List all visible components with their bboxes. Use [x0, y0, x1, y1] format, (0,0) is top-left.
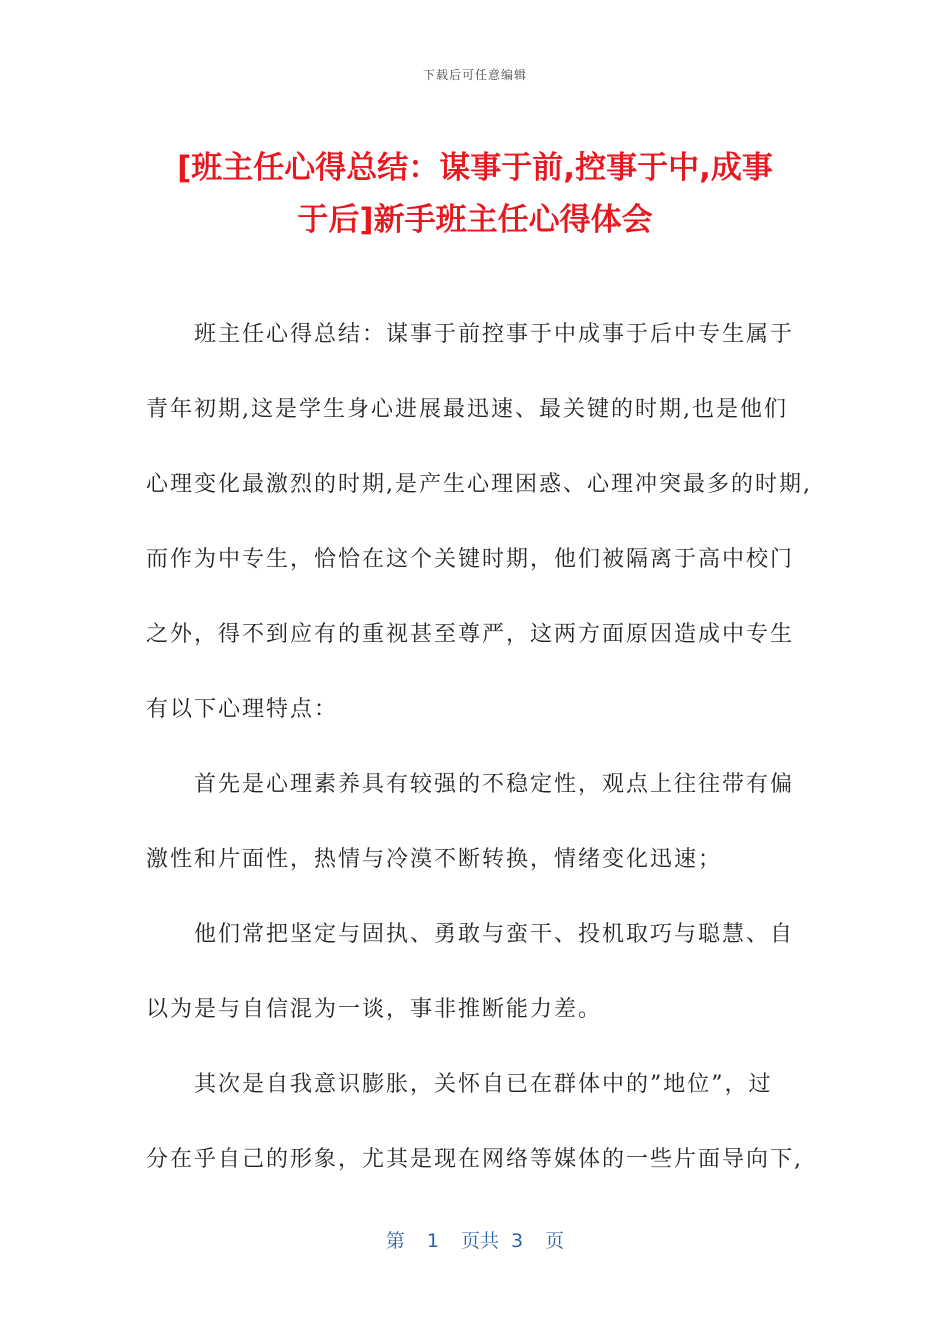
title-line-1: [班主任心得总结：谋事于前,控事于中,成事: [177, 150, 773, 186]
text-line: 青年初期,这是学生身心进展最迅速、最关键的时期,也是他们: [146, 397, 788, 422]
text-line: 分在乎自己的形象，尤其是现在网络等媒体的一些片面导向下,: [146, 1147, 803, 1172]
text-line: 其次是自我意识膨胀，关怀自已在群体中的”地位”，过: [194, 1072, 773, 1097]
document-title: [140, 142, 810, 246]
current-page-number: 1: [426, 1230, 439, 1252]
text-line: 以为是与自信混为一谈，事非推断能力差。: [146, 997, 603, 1022]
text-line: 激性和片面性，热情与冷漠不断转换，情绪变化迅速；: [146, 847, 723, 872]
page-footer: [0, 1226, 950, 1253]
text-line: 首先是心理素养具有较强的不稳定性，观点上往往带有偏: [194, 772, 795, 797]
footer-prefix: 第: [385, 1230, 405, 1252]
title-line-2: 于后]新手班主任心得体会: [297, 202, 653, 238]
total-pages-number: 3: [511, 1230, 524, 1252]
text-line: 他们常把坚定与固执、勇敢与蛮干、投机取巧与聪慧、自: [194, 922, 795, 947]
text-line: 班主任心得总结：谋事于前控事于中成事于后中专生属于: [194, 322, 795, 347]
text-line: 之外，得不到应有的重视甚至尊严，这两方面原因造成中专生: [146, 622, 795, 647]
text-line: 心理变化最激烈的时期,是产生心理困惑、心理冲突最多的时期,: [146, 472, 812, 497]
footer-suffix: 页: [545, 1230, 565, 1252]
footer-mid: 页共: [460, 1230, 499, 1252]
text-line: 有以下心理特点：: [146, 697, 339, 722]
header-note: 下载后可任意编辑: [422, 68, 527, 82]
text-line: 而作为中专生，恰恰在这个关键时期，他们被隔离于高中校门: [146, 547, 795, 572]
